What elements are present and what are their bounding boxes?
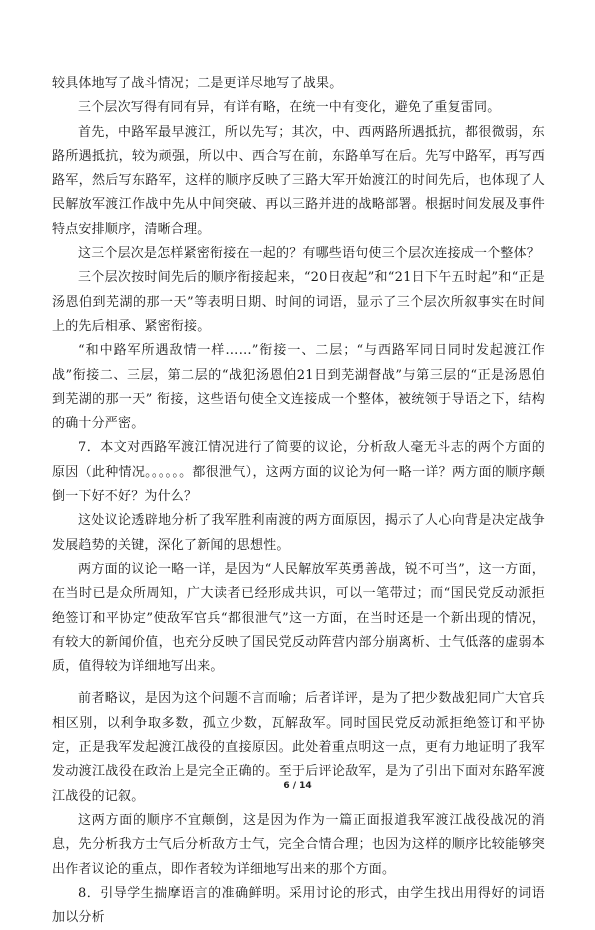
paragraph-9: 两方面的议论一略一详，是因为“人民解放军英勇善战，锐不可当”，这一方面，在当时已是众所周知，广大读者已经形成共识，可以一笔带过；而“国民党反动派拒绝签订和平协定”使敌军官兵“都很泄气”这一方面，在当时还是一个新出现的情况，有较大的新闻价值，也充分反映了国民党反动阵营内部分崩离析、士气低落的虚弱本质，值得较为详细地写出来。: [52, 561, 545, 675]
paragraph-5: 三个层次按时间先后的顺序衔接起来，“20日夜起”和“21日下午五时起”和“正是汤恩伯到芜湖的那一天”等表明日期、时间的词语，显示了三个层次所叙事实在时间上的先后相承、紧密衔接。: [52, 270, 545, 334]
page-number: 6 / 14: [283, 781, 312, 791]
paragraph-11: 这两方面的顺序不宜颠倒，这是因为作为一篇正面报道我军渡江战役战况的消息，先分析我方士气后分析敌方士气，完全合情合理；也因为这样的顺序比较能够突出作者议论的重点，即作者较为详细地写出来的那个方面。: [52, 812, 545, 877]
paragraph-2: 三个层次写得有同有异，有详有略，在统一中有变化，避免了重复雷同。: [78, 100, 501, 116]
paragraph-7: 7．本文对西路军渡江情况进行了简要的议论，分析敌人毫无斗志的两个方面的原因（此种情况。。。。。。都很泄气），这两方面的议论为何一略一详？两方面的顺序颠倒一下好不好？为什么？: [52, 440, 545, 505]
paragraph-8: 这处议论透辟地分析了我军胜利南渡的两方面原因，揭示了人心向背是决定战争发展趋势的关键，深化了新闻的思想性。: [52, 513, 545, 553]
document-body: [52, 72, 545, 930]
paragraph-12: 8．引导学生揣摩语言的准确鲜明。采用讨论的形式，由学生找出用得好的词语加以分析: [52, 885, 545, 926]
paragraph-1: 较具体地写了战斗情况；二是更详尽地写了战果。: [52, 76, 343, 91]
paragraph-3: 首先，中路军最早渡江，所以先写；其次，中、西两路所遇抵抗，都很微弱，东路所遇抵抗，较为顽强，所以中、西合写在前，东路单写在后。先写中路军，再写西路军，然后写东路军，这样的顺序反映了三路大军开始渡江的时间先后，也体现了人民解放军渡江作战中先从中间突破、再以三路并进的战略部署。根据时间发展及事件特点安排顺序，清晰合理。: [52, 124, 545, 237]
paragraph-4: 这三个层次是怎样紧密衔接在一起的？有哪些语句使三个层次连接成一个整体？: [78, 246, 541, 262]
paragraph-6: “和中路军所遇敌情一样……”衔接一、二层；“与西路军同日同时发起渡江作战”衔接二、三层，第二层的“战犯汤恩伯21日到芜湖督战”与第三层的“正是汤恩伯到芜湖的那一天” 衔接，这些语句使全文连接成一个整体，被统领于导语之下，结构的确十分严密。: [52, 343, 545, 432]
paragraph-10: 前者略议，是因为这个问题不言而喻；后者详评，是为了把少数战犯同广大官兵相区别，以利争取多数，孤立少数，瓦解敌军。同时国民党反动派拒绝签订和平协定，正是我军发起渡江战役的直接原因。此处着重点明这一点，更有力地证明了我军发动渡江战役在政治上是完全正确的。至于后评论敌军，是为了引出下面对东路军渡江战役的记叙。: [52, 691, 545, 804]
